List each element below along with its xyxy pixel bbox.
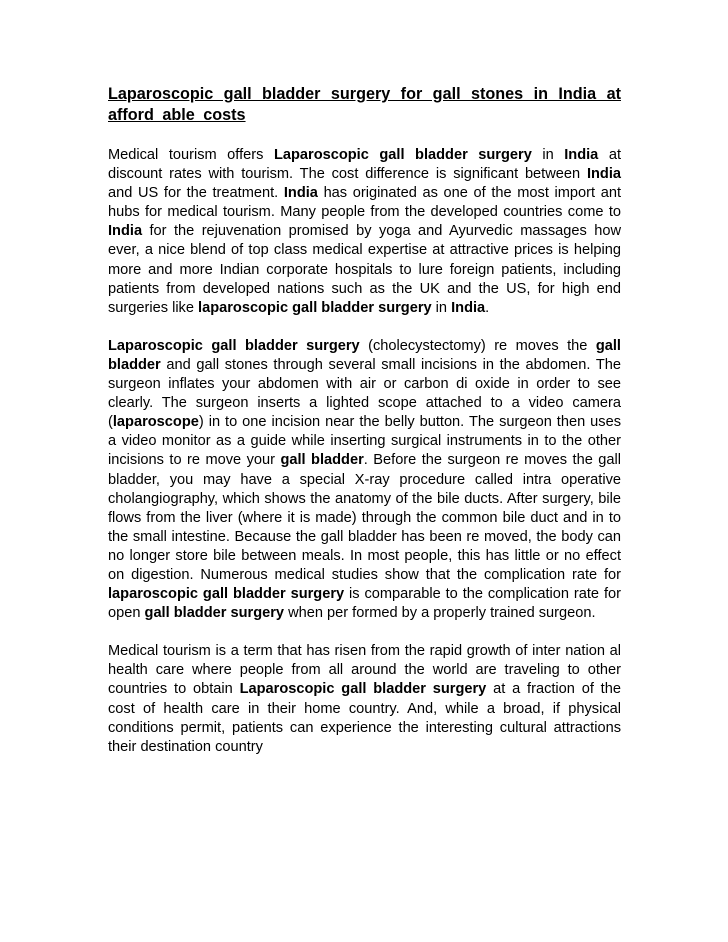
body-paragraph <box>108 337 621 623</box>
document-title: Laparoscopic gall bladder surgery for gall stones in India at afford able costs <box>108 85 621 124</box>
text-run: at discount rates with tourism. The cost difference is significant between <box>108 147 621 183</box>
text-run: has originated as one of the most import ant hubs for medical tourism. Many people from the developed countries come to <box>108 185 622 221</box>
bold-text-run: Laparoscopic gall bladder surgery <box>239 681 487 698</box>
text-run: and gall stones through several small incisions in the abdomen. The surgeon inflates your abdomen with air or carbon di oxide in order to see clearly. The surgeon inserts a lighted scope attached to a video camera ( <box>108 356 621 431</box>
bold-text-run: Laparoscopic gall bladder surgery <box>273 147 532 163</box>
body-paragraph <box>108 642 621 757</box>
document-page <box>108 84 621 776</box>
text-run: at a fraction of the cost of health care in their home country. And, while a broad, if physical conditions permit, patients can experience the interesting cultural attractions their destination country <box>108 681 621 755</box>
text-run: . <box>485 299 490 316</box>
text-run: in <box>531 147 565 163</box>
bold-text-run: India <box>586 166 621 183</box>
bold-text-run: gall bladder <box>280 452 364 469</box>
bold-text-run: India <box>108 223 143 240</box>
bold-text-run: India <box>451 299 486 316</box>
bold-text-run: laparoscopic gall bladder surgery <box>108 586 345 603</box>
text-run: when per formed by a properly trained surgeon. <box>284 605 596 622</box>
body-paragraph <box>108 146 621 318</box>
text-run: . Before the surgeon re moves the gall bladder, you may have a special X-ray procedure called intra operative cholangiography, which shows the anatomy of the bile ducts. After surgery, bile flows from the liver (where it is made) through the common bile duct and in to the small intestine. Because the gall bladder has been re moved, the body can no longer store bile between meals. In most people, this has little or no effect on digestion. Numerous medical studies show that the complication rate for <box>108 452 621 583</box>
text-run: is comparable to the complication rate for open <box>108 586 621 622</box>
text-run: and US for the treatment. <box>108 185 284 202</box>
bold-text-run: India <box>564 147 599 163</box>
document-body <box>108 146 621 757</box>
text-run: Medical tourism is a term that has risen from the rapid growth of inter nation al health care where people from all around the world are traveling to other countries to obtain <box>108 643 621 698</box>
bold-text-run: laparoscopic gall bladder surgery <box>198 299 432 316</box>
bold-text-run: gall bladder surgery <box>144 605 285 622</box>
text-run: (cholecystectomy) re moves the <box>359 337 596 354</box>
bold-text-run: Laparoscopic gall bladder surgery <box>108 337 360 354</box>
text-run: Medical tourism offers <box>108 147 274 163</box>
bold-text-run: gall bladder <box>108 337 621 373</box>
text-run: for the rejuvenation promised by yoga and Ayurvedic massages how ever, a nice blend of top class medical expertise at attractive prices is helping more and more Indian corporate hospitals to lure foreign patients, including patients from developed nations such as the UK and the US, for high end surgeries like <box>108 223 621 316</box>
bold-text-run: laparoscope <box>112 414 199 431</box>
text-run: in <box>431 299 452 316</box>
text-run: ) in to one incision near the belly button. The surgeon then uses a video monitor as a guide while inserting surgical instruments in to the other incisions to re move your <box>108 414 621 469</box>
bold-text-run: India <box>283 185 318 202</box>
